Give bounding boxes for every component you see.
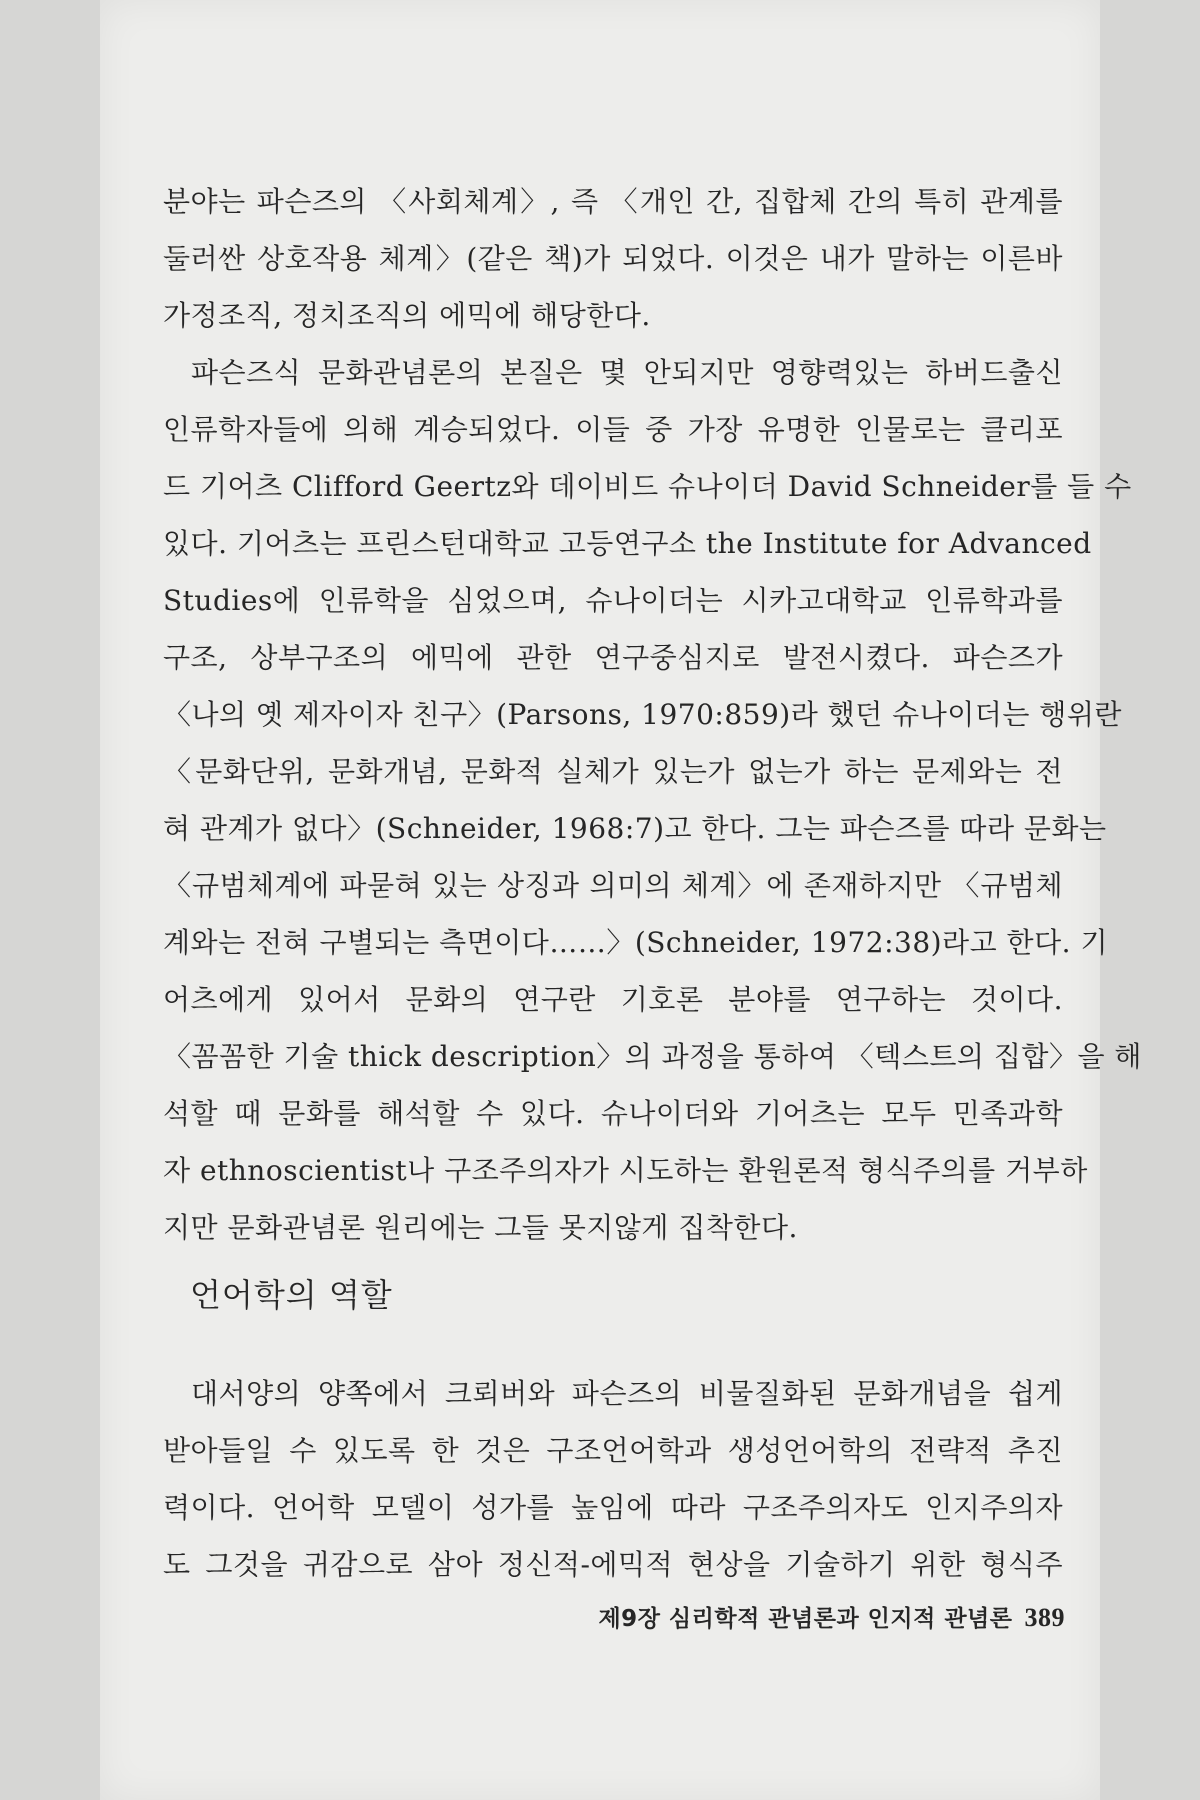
paragraph-2	[163, 344, 1142, 1256]
text-line: 혀 관계가 없다〉(Schneider, 1968:7)고 한다. 그는 파슨즈를 따라 문화는	[163, 812, 1107, 845]
text-line: 가정조직, 정치조직의 에믹에 해당한다.	[163, 299, 651, 332]
text-line: 받아들일 수 있도록 한 것은 구조언어학과 생성언어학의 전략적 추진	[163, 1434, 1063, 1467]
text-line: 둘러싼 상호작용 체계〉(같은 책)가 되었다. 이것은 내가 말하는 이른바	[163, 242, 1063, 275]
text-line: 어츠에게 있어서 문화의 연구란 기호론 분야를 연구하는 것이다.	[163, 983, 1063, 1016]
text-line: 인류학자들에 의해 계승되었다. 이들 중 가장 유명한 인물로는 클리포	[163, 413, 1063, 446]
text-line: 대서양의 양쪽에서 크뢰버와 파슨즈의 비물질화된 문화개념을 쉽게	[191, 1377, 1063, 1410]
text-line: 있다. 기어츠는 프린스턴대학교 고등연구소 the Institute for Advanced	[163, 527, 1092, 560]
text-line: 계와는 전혀 구별되는 측면이다……〉(Schneider, 1972:38)라고 한다. 기	[163, 926, 1108, 959]
text-line: 〈문화단위, 문화개념, 문화적 실체가 있는가 없는가 하는 문제와는 전	[163, 755, 1063, 788]
text-line: Studies에 인류학을 심었으며, 슈나이더는 시카고대학교 인류학과를	[163, 584, 1063, 617]
paragraph-3	[163, 1365, 1063, 1593]
chapter-title: 제9장 심리학적 관념론과 인지적 관념론	[598, 1606, 1013, 1632]
text-line: 구조, 상부구조의 에믹에 관한 연구중심지로 발전시켰다. 파슨즈가	[163, 641, 1063, 674]
text-line: 석할 때 문화를 해석할 수 있다. 슈나이더와 기어츠는 모두 민족과학	[163, 1097, 1063, 1130]
text-line: 력이다. 언어학 모델이 성가를 높임에 따라 구조주의자도 인지주의자	[163, 1491, 1063, 1524]
text-line: 〈나의 옛 제자이자 친구〉(Parsons, 1970:859)라 했던 슈나이더는 행위란	[163, 698, 1122, 731]
paragraph-1	[163, 173, 1063, 344]
text-line: 파슨즈식 문화관념론의 본질은 몇 안되지만 영향력있는 하버드출신	[191, 356, 1063, 389]
section-heading: 언어학의 역할	[190, 1276, 393, 1314]
text-line: 도 그것을 귀감으로 삼아 정신적-에믹적 현상을 기술하기 위한 형식주	[163, 1548, 1063, 1581]
text-line: 자 ethnoscientist나 구조주의자가 시도하는 환원론적 형식주의를 거부하	[163, 1154, 1088, 1187]
page-footer	[598, 1600, 1065, 1633]
text-line: 지만 문화관념론 원리에는 그들 못지않게 집착한다.	[163, 1211, 798, 1244]
text-line: 〈꼼꼼한 기술 thick description〉의 과정을 통하여 〈텍스트의 집합〉을 해	[163, 1040, 1142, 1073]
text-line: 분야는 파슨즈의 〈사회체계〉, 즉 〈개인 간, 집합체 간의 특히 관계를	[163, 185, 1063, 218]
text-line: 〈규범체계에 파묻혀 있는 상징과 의미의 체계〉에 존재하지만 〈규범체	[163, 869, 1063, 902]
text-line: 드 기어츠 Clifford Geertz와 데이비드 슈나이더 David Schneider를 들 수	[163, 470, 1132, 503]
page-number: 389	[1024, 1603, 1065, 1632]
